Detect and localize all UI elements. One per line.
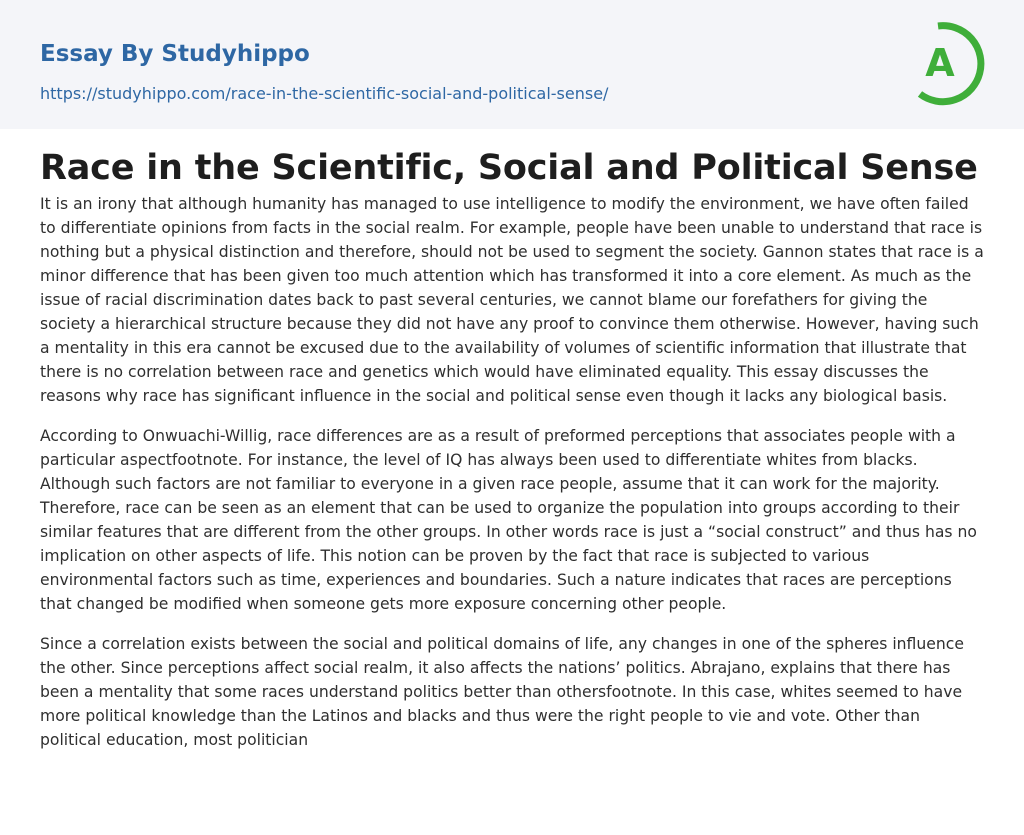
article	[0, 129, 1024, 752]
paragraph-2: According to Onwuachi-Willig, race differences are as a result of preformed perceptions that associates people with a particular aspectfootnote. For instance, the level of IQ has always been used to differentiate whites from blacks. Although such factors are not familiar to everyone in a given race people, assume that it can work for the majority. Therefore, race can be seen as an element that can be used to organize the population into groups according to their similar features that are different from the other groups. In other words race is just a “social construct” and thus has no implication on other aspects of life. This notion can be proven by the fact that race is subjected to various environmental factors such as time, experiences and boundaries. Such a nature indicates that races are perceptions that changed be modified when someone gets more exposure concerning other people.	[40, 427, 977, 613]
source-url-link[interactable]: https://studyhippo.com/race-in-the-scientific-social-and-political-sense/	[40, 84, 609, 103]
page-title: Race in the Scientific, Social and Political Sense	[40, 148, 978, 188]
paragraph-1: It is an irony that although humanity has managed to use intelligence to modify the environment, we have often failed to differentiate opinions from facts in the social realm. For example, people have been unable to understand that race is nothing but a physical distinction and therefore, should not be used to segment the society. Gannon states that race is a minor difference that has been given too much attention which has transformed it into a core element. As much as the issue of racial discrimination dates back to past several centuries, we cannot blame our forefathers for giving the society a hierarchical structure because they did not have any proof to convince them otherwise. However, having such a mentality in this era cannot be excused due to the availability of volumes of scientific information that illustrate that there is no correlation between race and genetics which would have eliminated equality. This essay discusses the reasons why race has significant influence in the social and political sense even though it lacks any biological basis.	[40, 195, 984, 405]
brand-title[interactable]: Essay By Studyhippo	[40, 41, 310, 67]
site-header	[0, 0, 1024, 129]
logo-letter: A	[925, 41, 955, 85]
paragraph-3: Since a correlation exists between the social and political domains of life, any changes in one of the spheres influence the other. Since perceptions affect social realm, it also affects the nations’ politics. Abrajano, explains that there has been a mentality that some races understand politics better than othersfootnote. In this case, whites seemed to have more political knowledge than the Latinos and blacks and thus were the right people to vie and vote. Other than political education, most politician	[40, 635, 964, 749]
studyhippo-logo-icon[interactable]	[912, 18, 988, 106]
